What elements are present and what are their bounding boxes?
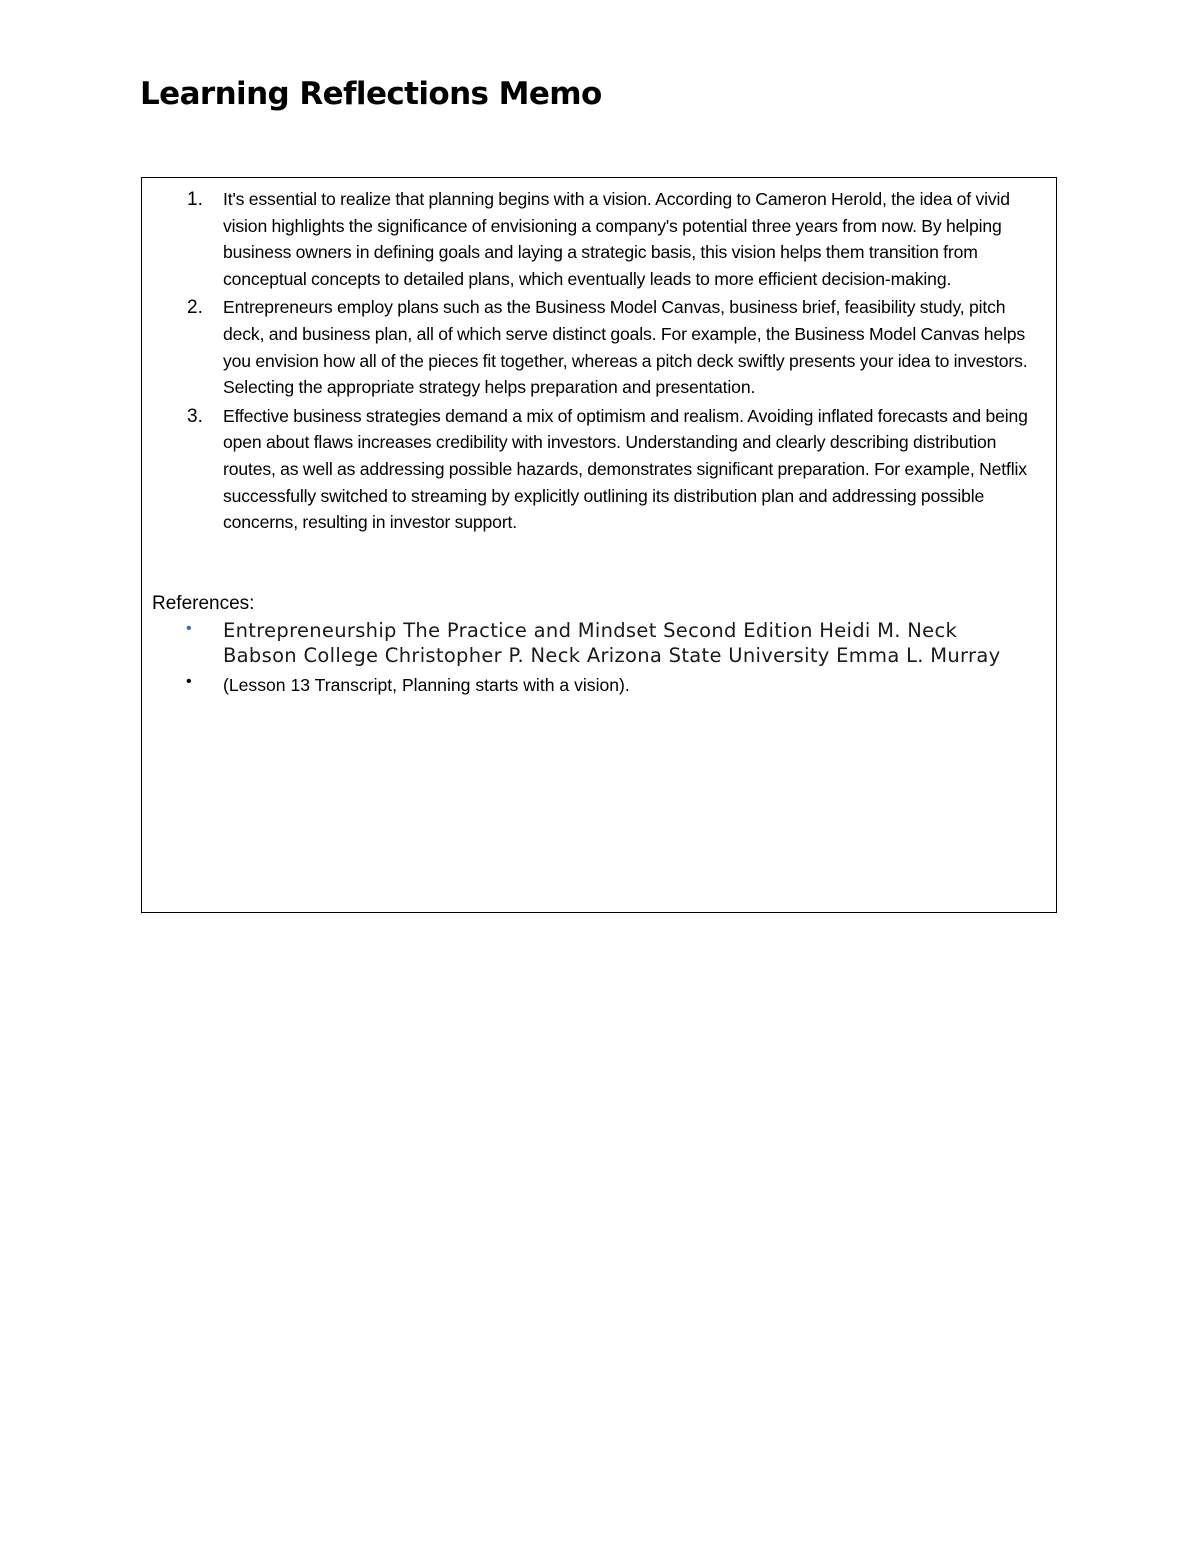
page-title: Learning Reflections Memo bbox=[140, 76, 602, 112]
reference-text: Entrepreneurship The Practice and Mindset Second Edition Heidi M. Neck Babson College Christopher P. Neck Arizona State University Emma L. Murray bbox=[223, 619, 1001, 667]
item-text: It's essential to realize that planning begins with a vision. According to Cameron Herold, the idea of vivid vision highlights the significance of envisioning a company's potential three years from now. By helping business owners in defining goals and laying a strategic basis, this vision helps them transition from conceptual concepts to detailed plans, which eventually leads to more efficient decision-making. bbox=[223, 189, 1010, 289]
item-number: 2. bbox=[187, 297, 203, 319]
reference-item-1 bbox=[142, 618, 1058, 668]
reflection-item-1 bbox=[142, 186, 1058, 292]
reference-item-2 bbox=[142, 672, 1058, 698]
reference-text: (Lesson 13 Transcript, Planning starts with a vision). bbox=[223, 675, 630, 695]
reflection-list bbox=[142, 186, 1058, 538]
bullet-icon: • bbox=[186, 673, 192, 690]
bullet-icon: • bbox=[186, 620, 192, 637]
reflection-item-2 bbox=[142, 294, 1058, 400]
references-list bbox=[142, 618, 1058, 698]
references-heading: References: bbox=[152, 593, 255, 614]
item-text: Entrepreneurs employ plans such as the Business Model Canvas, business brief, feasibility study, pitch deck, and business plan, all of which serve distinct goals. For example, the Business Model Canvas helps you envision how all of the pieces fit together, whereas a pitch deck swiftly presents your idea to investors. Selecting the appropriate strategy helps preparation and presentation. bbox=[223, 297, 1028, 398]
item-number: 1. bbox=[187, 189, 203, 210]
memo-box bbox=[141, 177, 1057, 913]
reflection-item-3 bbox=[142, 403, 1058, 536]
item-text: Effective business strategies demand a mix of optimism and realism. Avoiding inflated forecasts and being open about flaws increases credibility with investors. Understanding and clearly describing distribution routes, as well as addressing possible hazards, demonstrates significant preparation. For example, Netflix successfully switched to streaming by explicitly outlining its distribution plan and addressing possible concerns, resulting in investor support. bbox=[223, 405, 1028, 533]
item-number: 3. bbox=[187, 405, 203, 427]
